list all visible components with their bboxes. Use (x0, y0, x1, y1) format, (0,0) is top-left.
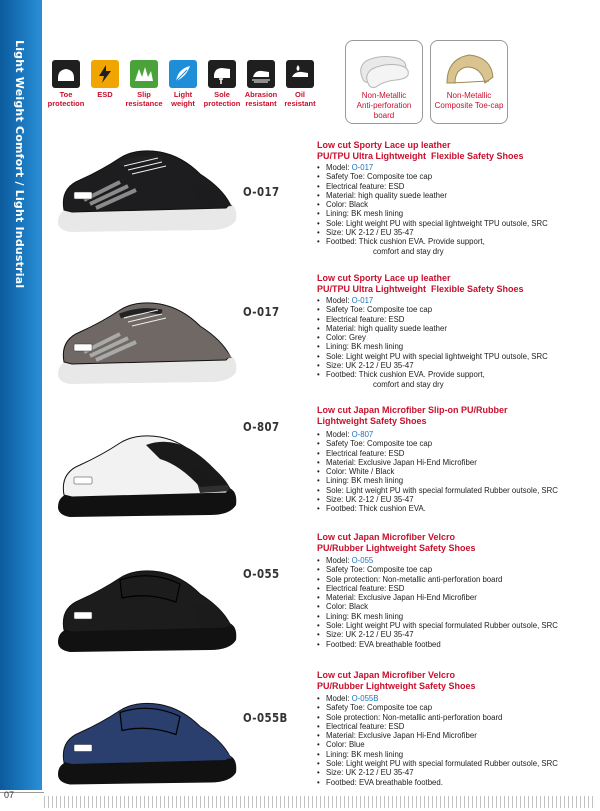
product-title: Low cut Sporty Lace up leather PU/TPU Ultra Lightweight Flexible Safety Shoes (317, 140, 524, 161)
spec-item: • Lining: BK mesh lining (317, 750, 587, 759)
spec-item: • Lining: BK mesh lining (317, 342, 587, 351)
spec-item: • Material: Exclusive Japan Hi-End Microfiber (317, 593, 587, 602)
spec-item: • Size: UK 2-12 / EU 35-47 (317, 228, 587, 237)
spec-item: • Sole: Light weight PU with special lightweight TPU outsole, SRC (317, 352, 587, 361)
spec-item: • Size: UK 2-12 / EU 35-47 (317, 768, 587, 777)
product-code: O-807 (243, 420, 280, 434)
spec-item: • Sole protection: Non-metallic anti-perforation board (317, 713, 587, 722)
feature-abrasion-resistant (244, 60, 278, 108)
spec-item: • Electrical feature: ESD (317, 182, 587, 191)
spec-item: • Safety Toe: Composite toe cap (317, 439, 587, 448)
feature-light-weight (169, 60, 197, 108)
insole-board-icon (356, 47, 412, 89)
feature-sole-protection (203, 60, 241, 108)
spec-model-label: Model: (326, 163, 352, 172)
spec-model-label: Model: (326, 430, 352, 439)
spec-item: • Sole: Light weight PU with special formulated Rubber outsole, SRC (317, 759, 587, 768)
spec-model-label: Model: (326, 694, 352, 703)
spec-list (317, 694, 587, 787)
feature-label: Sole protection (203, 90, 241, 108)
spec-item-continued: comfort and stay dry (373, 246, 444, 256)
feature-icons (47, 60, 316, 112)
product-code: O-017 (243, 305, 280, 319)
material-caption: Non-Metallic Composite Toe-cap (434, 91, 504, 110)
spec-model-value: O-017 (351, 296, 374, 305)
product-image (50, 545, 240, 670)
spec-item: • Lining: BK mesh lining (317, 476, 587, 485)
spec-item: • Lining: BK mesh lining (317, 612, 587, 621)
spec-item: • Electrical feature: ESD (317, 584, 587, 593)
spec-model-label: Model: (326, 296, 352, 305)
spec-model-value: O-017 (351, 163, 374, 172)
feature-oil-resistant (284, 60, 316, 108)
spec-item: • Footbed: EVA breathable footbed (317, 640, 587, 649)
shoe-image (50, 680, 240, 795)
spec-model-value: O-055B (351, 694, 379, 703)
spec-model (317, 556, 587, 565)
feature-toe-protection (47, 60, 85, 108)
feature-label: Oil resistant (284, 90, 316, 108)
spec-model (317, 694, 587, 703)
feature-label: ESD (97, 90, 113, 99)
material-composite-toecap (430, 40, 508, 124)
spec-model (317, 163, 587, 172)
spec-model-label: Model: (326, 556, 352, 565)
spec-item: • Electrical feature: ESD (317, 722, 587, 731)
feature-label: Slip resistance (125, 90, 163, 108)
product-image (50, 410, 240, 535)
product-title: Low cut Sporty Lace up leather PU/TPU Ultra Lightweight Flexible Safety Shoes (317, 273, 524, 294)
sole-nail-icon (208, 60, 236, 88)
spec-item: • Material: high quality suede leather (317, 191, 587, 200)
oil-drop-icon (286, 60, 314, 88)
feather-icon (169, 60, 197, 88)
spec-item: • Footbed: Thick cushion EVA. Provide support, (317, 370, 587, 379)
spec-item: • Sole: Light weight PU with special formulated Rubber outsole, SRC (317, 486, 587, 495)
feature-label: Abrasion resistant (244, 90, 278, 108)
spec-item: • Electrical feature: ESD (317, 449, 587, 458)
product-image (50, 680, 240, 800)
product-title: Low cut Japan Microfiber Slip-on PU/Rubber Lightweight Safety Shoes (317, 405, 508, 426)
spec-item: • Material: high quality suede leather (317, 324, 587, 333)
spec-item: • Color: Blue (317, 740, 587, 749)
spec-model-value: O-055 (351, 556, 374, 565)
lightning-icon (91, 60, 119, 88)
abrasion-icon (247, 60, 275, 88)
product-code: O-017 (243, 185, 280, 199)
spec-model (317, 430, 587, 439)
spec-item: • Footbed: EVA breathable footbed. (317, 778, 587, 787)
spec-item: • Electrical feature: ESD (317, 315, 587, 324)
spec-item: • Color: Black (317, 602, 587, 611)
spec-item: • Size: UK 2-12 / EU 35-47 (317, 495, 587, 504)
feature-slip-resistance (125, 60, 163, 108)
spec-item: • Sole protection: Non-metallic anti-perforation board (317, 575, 587, 584)
feature-label: Light weight (171, 90, 195, 108)
product-title: Low cut Japan Microfiber Velcro PU/Rubber Lightweight Safety Shoes (317, 532, 476, 553)
spec-item: • Safety Toe: Composite toe cap (317, 305, 587, 314)
spec-model-value: O-807 (351, 430, 374, 439)
product-image (50, 120, 240, 255)
spec-item: • Size: UK 2-12 / EU 35-47 (317, 630, 587, 639)
toe-cap-shell-icon (441, 47, 497, 89)
shoe-image (50, 410, 240, 530)
spec-item: • Lining: BK mesh lining (317, 209, 587, 218)
spec-list (317, 296, 587, 389)
shoe-image (50, 282, 240, 392)
spec-item: • Sole: Light weight PU with special formulated Rubber outsole, SRC (317, 621, 587, 630)
grip-icon (130, 60, 158, 88)
spec-model (317, 296, 587, 305)
spec-item: • Safety Toe: Composite toe cap (317, 703, 587, 712)
material-antiperforation-board (345, 40, 423, 124)
toe-cap-icon (52, 60, 80, 88)
product-code: O-055B (243, 711, 288, 725)
material-caption: Non-Metallic Anti-perforation board (356, 91, 412, 120)
footer-ruler (44, 796, 596, 808)
spec-item: • Sole: Light weight PU with special lightweight TPU outsole, SRC (317, 219, 587, 228)
spec-item: • Color: Grey (317, 333, 587, 342)
spec-list (317, 556, 587, 649)
shoe-image (50, 120, 240, 250)
product-image (50, 282, 240, 397)
spec-list (317, 163, 587, 256)
spec-item: • Color: Black (317, 200, 587, 209)
spec-item: • Material: Exclusive Japan Hi-End Microfiber (317, 731, 587, 740)
spec-item: • Footbed: Thick cushion EVA. Provide support, (317, 237, 587, 246)
shoe-image (50, 545, 240, 665)
spec-item: • Safety Toe: Composite toe cap (317, 565, 587, 574)
feature-label: Toe protection (47, 90, 85, 108)
product-code: O-055 (243, 567, 280, 581)
product-title: Low cut Japan Microfiber Velcro PU/Rubber Lightweight Safety Shoes (317, 670, 476, 691)
spec-item: • Safety Toe: Composite toe cap (317, 172, 587, 181)
spec-item: • Color: White / Black (317, 467, 587, 476)
spec-item: • Footbed: Thick cushion EVA. (317, 504, 587, 513)
spec-item: • Material: Exclusive Japan Hi-End Microfiber (317, 458, 587, 467)
sidebar-band (0, 0, 42, 790)
sidebar-title: Light Weight Comfort / Light Industrial (13, 40, 26, 289)
spec-item-continued: comfort and stay dry (373, 379, 444, 389)
feature-esd (91, 60, 119, 99)
page-number: 07 (4, 790, 15, 800)
spec-item: • Size: UK 2-12 / EU 35-47 (317, 361, 587, 370)
spec-list (317, 430, 587, 514)
